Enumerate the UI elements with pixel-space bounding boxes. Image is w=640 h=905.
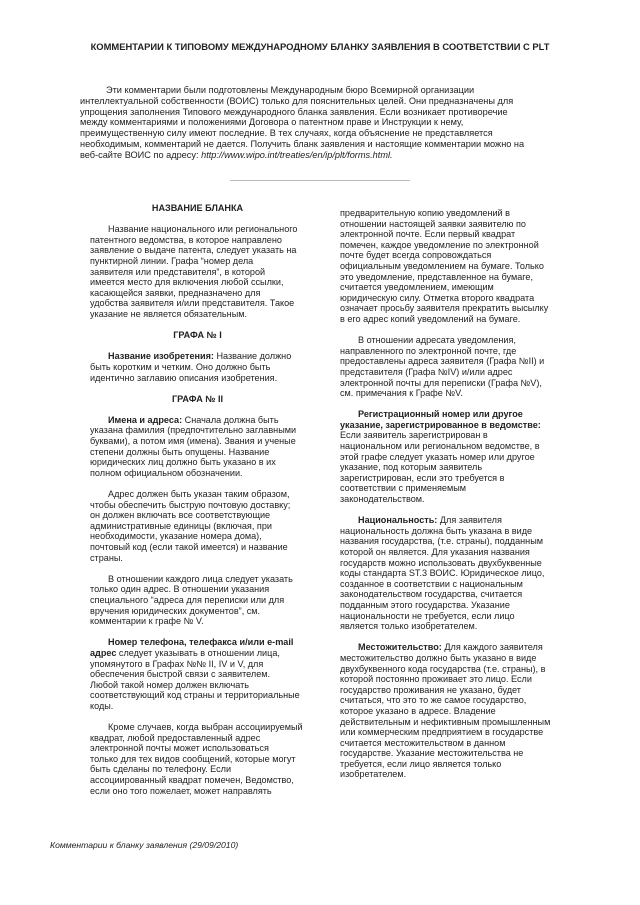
line-text: почте будет всегда сопровождаться [340, 250, 492, 261]
text-line [90, 267, 305, 278]
line-text: указание не является обязательным. [90, 308, 248, 319]
line-text: Если заявитель зарегистрирован в [340, 430, 488, 441]
line-text: коды стандарта ST.3 ВОИС. Юридическое лицо, [340, 568, 545, 579]
line-text: национальности не требуется, если лицо [340, 610, 515, 621]
line-text: В отношении адресата уведомления, [358, 335, 516, 346]
text-line [90, 288, 305, 299]
line-text: Название должно [213, 351, 292, 362]
paragraph [90, 637, 305, 711]
text-line [340, 526, 575, 537]
paragraph [90, 489, 305, 563]
section-heading: ГРАФА № I [173, 330, 222, 341]
line-text: обеспечения быстрой связи с заявителем. [90, 669, 271, 680]
text-line [340, 717, 575, 728]
line-text: помечен, каждое уведомление по электронной [340, 239, 539, 250]
line-text: Кроме случаев, когда выбран ассоциируемый [108, 722, 303, 733]
text-line [340, 378, 575, 389]
intro-line-last [80, 150, 570, 161]
intro-line: необходимым, комментарий не дается. Получить бланк заявления и настоящие комментарии можно на [80, 138, 525, 149]
paragraph [90, 574, 305, 627]
text-line [340, 759, 575, 770]
text-line [340, 685, 575, 696]
text-line [340, 208, 575, 219]
text-line [340, 653, 575, 664]
text-line [90, 415, 305, 426]
line-text: юридическую силу. Отметка второго квадрата [340, 292, 535, 303]
bold-term: указание, зарегистрированное в ведомстве: [340, 419, 541, 430]
text-line [340, 409, 575, 420]
line-text: представителя (Графа №IV) и/или адрес [340, 366, 513, 377]
line-text: он должен включать все соответствующие [90, 510, 271, 521]
text-line [90, 277, 305, 288]
paragraph [90, 224, 305, 319]
line-text: квадрат, любой предоставленный адрес [90, 732, 261, 743]
line-text: касающейся заявки, предназначено для [90, 287, 261, 298]
text-line [340, 473, 575, 484]
line-text: специального “адреса для переписки или для [90, 594, 285, 605]
text-line [90, 690, 305, 701]
intro-text: веб-сайте ВОИС по адресу: [80, 149, 202, 160]
separator-line [230, 180, 410, 181]
intro-line: между комментариями и положениями Договора о патентном праве и Инструкции к нему, [80, 117, 464, 128]
text-line [340, 303, 575, 314]
section-heading: ГРАФА № II [171, 393, 224, 404]
line-text: этой графе следует указать номер или другое [340, 451, 535, 462]
paragraph [90, 415, 305, 479]
line-text: государстве. Указание местожительства не [340, 748, 524, 759]
line-text: или коммерческим предприятием в государстве [340, 727, 544, 738]
line-text: быть сделаны по телефону. Если [90, 764, 232, 775]
line-text: административные единицы (включая, при [90, 520, 272, 531]
text-line [90, 457, 305, 468]
line-text: местожительство должно быть указано в виде [340, 652, 537, 663]
line-text: предоставлены адреса заявителя (Графа №II) и [340, 356, 545, 367]
wipo-url-link[interactable]: http://www.wipo.int/treaties/en/ip/plt/forms.html. [201, 149, 393, 160]
text-line [90, 733, 305, 744]
line-text: которой он является. Для указания названия [340, 547, 530, 557]
intro-line: Эти комментарии были подготовлены Международным бюро Всемирной организации [106, 85, 475, 95]
text-line [90, 468, 305, 479]
text-line [340, 356, 575, 367]
line-text: быть коротким и четким. Оно должно быть [90, 361, 271, 372]
line-text: зарегистрирован, если это требуется в [340, 472, 505, 483]
text-line [90, 743, 305, 754]
line-text: законодательством. [340, 494, 425, 505]
text-line [90, 521, 305, 532]
line-text: степени должны быть опущены. Название [90, 446, 270, 457]
line-text: страны. [90, 552, 123, 563]
line-text: национальность должна быть указана в виде [340, 525, 533, 536]
line-text: вручения юридических документов”, см. [90, 605, 261, 616]
line-text: почтовый код (если такой имеется) и название [90, 542, 288, 552]
text-line [340, 441, 575, 452]
text-line [90, 648, 305, 659]
text-line [90, 754, 305, 765]
text-line [340, 452, 575, 463]
paragraph [340, 409, 575, 504]
line-text: только для тех видов сообщений, которые могут [90, 753, 296, 764]
line-text: изобретателем. [340, 769, 407, 780]
line-text: Название национального или регионального [108, 224, 298, 235]
line-text: электронной почты для переписки (Графа №V), [340, 377, 542, 388]
line-text: Сначала должна быть [182, 414, 279, 425]
text-line [90, 584, 305, 595]
line-text: которое указано в адресе. Владение [340, 705, 496, 716]
text-line [340, 558, 575, 569]
bold-term: Национальность: [358, 515, 438, 526]
text-line [340, 219, 575, 230]
text-line [340, 515, 575, 526]
bold-term: адрес [90, 647, 117, 658]
paragraph [340, 515, 575, 632]
text-line [340, 229, 575, 240]
line-text: коды. [90, 700, 114, 711]
text-line [90, 764, 305, 775]
line-text: требуется, если лицо является только [340, 758, 502, 769]
line-text: считаться, что это то же самое государство, [340, 695, 527, 706]
text-line [90, 447, 305, 458]
line-text: электронной почте. Если первый квадрат [340, 229, 516, 240]
text-line [90, 680, 305, 691]
paragraph [340, 642, 575, 780]
text-line [90, 362, 305, 373]
text-line [340, 695, 575, 706]
bold-term: Номер телефона, телефакса и/или e-mail [108, 637, 294, 648]
bold-term: Название изобретения: [108, 351, 214, 362]
intro-line: преимущественную силу имеют последние. В тех случаях, когда объяснение не представляется [80, 128, 493, 139]
line-text: подданным этого государства. Указание [340, 599, 510, 610]
right-column [340, 208, 575, 791]
text-line [90, 574, 305, 585]
intro-line: упрощения заполнения Типового международного бланка заявления. Если возникает противоречие [80, 106, 508, 117]
text-line [90, 606, 305, 617]
text-line [340, 600, 575, 611]
text-line [340, 611, 575, 622]
text-line [90, 373, 305, 384]
text-line [90, 235, 305, 246]
text-line [340, 568, 575, 579]
text-line [340, 240, 575, 251]
text-line [90, 637, 305, 648]
text-line [90, 224, 305, 235]
line-text: означает просьбу заявителя прекратить высылку [340, 303, 549, 314]
text-line [340, 547, 575, 558]
text-line [340, 674, 575, 685]
text-line [340, 769, 575, 780]
paragraph [340, 335, 575, 399]
section-heading: НАЗВАНИЕ БЛАНКА [151, 203, 244, 213]
intro-paragraph [80, 85, 570, 161]
line-text: государство проживания не указано, будет [340, 684, 521, 695]
document-title: КОММЕНТАРИИ К ТИПОВОМУ МЕЖДУНАРОДНОМУ БЛАНКУ ЗАЯВЛЕНИЯ В СООТВЕТСТВИИ С PLT [90, 41, 550, 52]
text-line [90, 542, 305, 553]
text-line [90, 425, 305, 436]
text-line [90, 595, 305, 606]
text-line [340, 483, 575, 494]
line-text: буквами), а потом имя (имена). Звания и ученые [90, 436, 296, 447]
text-line [340, 642, 575, 653]
text-line [90, 351, 305, 362]
line-text: пунктирной линии. Графа “номер дела [90, 255, 254, 266]
text-line [340, 664, 575, 675]
line-text: это уведомление, представленное на бумаге, [340, 271, 533, 282]
line-text: удобства заявителя и/или представителя. Такое [90, 298, 295, 309]
text-line [340, 536, 575, 547]
line-text: если оно того пожелает, может направлять [90, 785, 272, 796]
line-text: соответствующий код страны и территориальные [90, 690, 300, 701]
text-line [340, 462, 575, 473]
text-line [90, 786, 305, 797]
paragraph [340, 208, 575, 325]
text-line [340, 272, 575, 283]
line-text: названия государства, (т.е. страны), подданным [340, 536, 543, 547]
line-text: национальном или региональном ведомстве, в [340, 441, 540, 452]
line-text: двухбуквенного кода государства (т.е. страны), в [340, 663, 546, 674]
text-line [340, 738, 575, 749]
line-text: только один адрес. В отношении указания [90, 584, 270, 595]
paragraph [90, 722, 305, 796]
text-line [340, 282, 575, 293]
line-text: которой постоянно проживает это лицо. Если [340, 674, 532, 685]
text-line [340, 388, 575, 399]
line-text: Любой такой номер должен включать [90, 679, 249, 690]
text-line [90, 531, 305, 542]
line-text: упомянутого в Графах №№ II, IV и V, для [90, 658, 264, 669]
line-text: необходимости, указание номера дома), [90, 531, 262, 542]
text-line [90, 489, 305, 500]
text-line [340, 367, 575, 378]
line-text: отношении настоящей заявки заявителю по [340, 218, 526, 229]
line-text: государств можно использовать двухбуквенные [340, 557, 542, 568]
text-line [340, 293, 575, 304]
line-text: соответствии с применяемым [340, 483, 466, 494]
page-footer: Комментарии к бланку заявления (29/09/2010) [50, 840, 239, 850]
line-text: см. примечания к Графе №V. [340, 388, 463, 399]
line-text: официальным уведомлением на бумаге. Только [340, 260, 544, 271]
text-line [340, 748, 575, 759]
paragraph [90, 351, 305, 383]
line-text: электронной почты может использоваться [90, 743, 269, 754]
text-line [340, 727, 575, 738]
line-text: предварительную копию уведомлений в [340, 208, 510, 218]
text-line [90, 669, 305, 680]
line-text: указана фамилия (предпочтительно заглавными [90, 425, 297, 436]
line-text: заявление о выдаче патента, следует указать на [90, 245, 297, 256]
bold-term: Местожительство: [358, 642, 442, 653]
text-line [340, 494, 575, 505]
line-text: ассоциированный квадрат помечен, Ведомство, [90, 775, 294, 786]
text-line [340, 589, 575, 600]
text-line [90, 722, 305, 733]
text-line [340, 314, 575, 325]
intro-line: интеллектуальной собственности (ВОИС) только для пояснительных целей. Они предназначены для [80, 95, 514, 106]
line-text: Для заявителя [437, 515, 502, 526]
line-text: считается местожительством в данном [340, 737, 506, 748]
line-text: направленного по электронной почте, где [340, 345, 517, 356]
line-text: следует указывать в отношении лица, [116, 647, 280, 658]
bold-term: Имена и адреса: [108, 414, 183, 425]
line-text: действительным и нефиктивным промышленным [340, 716, 551, 727]
text-line [90, 616, 305, 627]
line-text: указание, под которым заявитель [340, 462, 483, 473]
line-text: созданное в соответствии с национальным [340, 578, 523, 589]
text-line [90, 775, 305, 786]
line-text: Адрес должен быть указан таким образом, [108, 489, 290, 500]
text-line [340, 250, 575, 261]
text-line [90, 500, 305, 511]
line-text: является только изобретателем. [340, 621, 478, 632]
text-line [340, 706, 575, 717]
text-line [90, 553, 305, 564]
line-text: заявителя или представителя”, в которой [90, 266, 266, 277]
text-line [340, 420, 575, 431]
line-text: Для каждого заявителя [441, 642, 543, 653]
line-text: юридических лиц должно быть указано в их [90, 457, 276, 468]
text-line [90, 436, 305, 447]
text-line [340, 346, 575, 357]
text-line [90, 701, 305, 712]
text-line [90, 245, 305, 256]
text-line [340, 430, 575, 441]
line-text: законодательством государства, считается [340, 589, 523, 600]
text-line [90, 510, 305, 521]
text-line [340, 335, 575, 346]
text-line [90, 298, 305, 309]
line-text: В отношении каждого лица следует указать [108, 573, 293, 584]
text-line [340, 261, 575, 272]
line-text: чтобы обеспечить быструю почтовую доставку; [90, 499, 291, 510]
text-line [90, 659, 305, 670]
line-text: имеется место для включения любой ссылки, [90, 277, 284, 288]
line-text: патентного ведомства, в которое направлено [90, 234, 282, 245]
text-line [340, 579, 575, 590]
line-text: полном официальном обозначении. [90, 467, 243, 478]
left-column [90, 203, 305, 807]
text-line [90, 256, 305, 267]
line-text: идентично заглавию описания изобретения. [90, 372, 278, 383]
bold-term: Регистрационный номер или другое [358, 409, 523, 420]
text-line [90, 309, 305, 320]
text-line [340, 621, 575, 632]
line-text: в его адрес копий уведомлений на бумаге. [340, 313, 521, 324]
line-text: считается уведомлением, имеющим [340, 282, 494, 293]
line-text: комментарии к графе № V. [90, 616, 204, 627]
